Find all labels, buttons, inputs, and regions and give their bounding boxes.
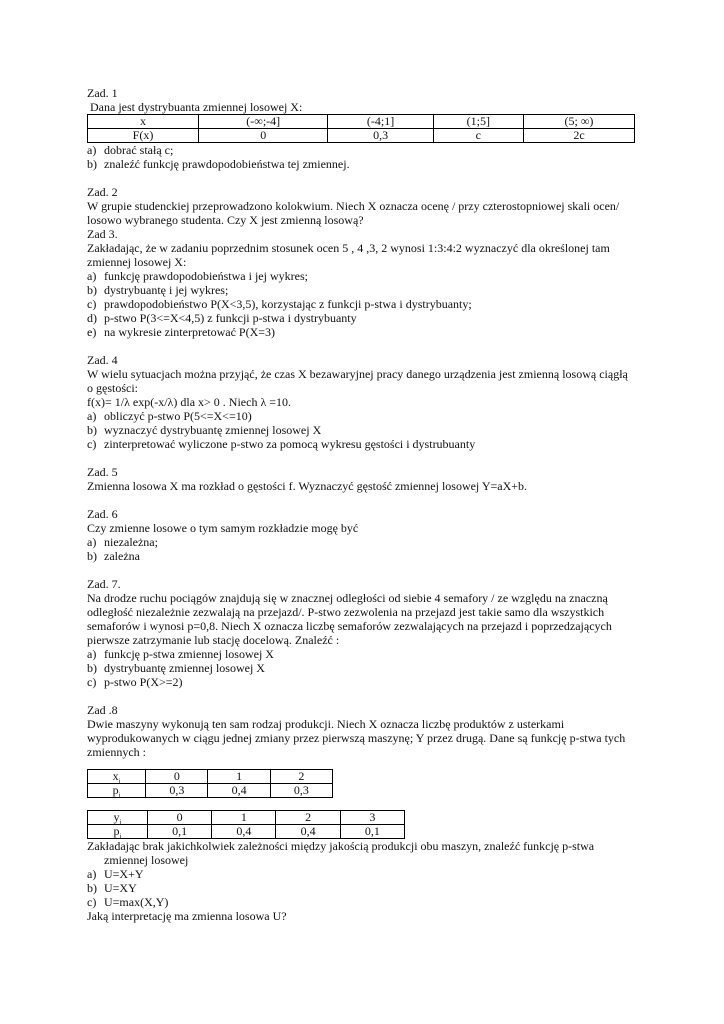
- cdf-cell: (5; ∞): [523, 115, 634, 129]
- task-7-title: Zad. 7.: [87, 577, 121, 591]
- item-text: U=XY: [104, 881, 137, 895]
- item-label: a): [87, 867, 97, 881]
- list-item: [87, 437, 647, 451]
- item-text: p-stwo P(X>=2): [104, 675, 183, 689]
- task-8: [87, 703, 647, 923]
- item-label: b): [87, 423, 97, 437]
- text-line: odległość niezależnie zezwalają na przejazd/. P-stwo zezwolenia na przejazd jest takie samo dla wszystkich: [87, 605, 605, 619]
- task-6-title: Zad. 6: [87, 507, 118, 521]
- task-1-title: Zad. 1: [87, 86, 118, 100]
- text-line: Zakładając, że w zadaniu poprzednim stosunek ocen 5 , 4 ,3, 2 wynosi 1:3:4:2 wyznaczyć dla określonej tam: [87, 241, 610, 255]
- task-6: [87, 507, 647, 563]
- pmf-table-x-values: [88, 770, 333, 784]
- pmf-cell: 0: [148, 811, 212, 825]
- pmf-cell: 3: [340, 811, 404, 825]
- item-label: c): [87, 437, 97, 451]
- text-line: zmiennej losowej: [104, 853, 189, 867]
- pmf-header-cell: [88, 770, 146, 784]
- text-line: W wielu sytuacjach można przyjąć, że czas X bezawaryjnej pracy danego urządzenia jest zmienną losową ciągłą: [87, 367, 628, 381]
- pmf-table-y: [87, 810, 405, 839]
- item-text: p-stwo P(3<=X<4,5) z funkcji p-stwa i dystrybuanty: [104, 311, 357, 325]
- pmf-table-y-values: [88, 811, 405, 825]
- text-line: o gęstości:: [87, 381, 138, 395]
- task-4: [87, 353, 647, 451]
- pmf-cell: 1: [208, 770, 270, 784]
- cdf-table-row-f: [88, 129, 635, 143]
- item-label: a): [87, 409, 97, 423]
- cdf-cell: 0,3: [328, 129, 433, 143]
- item-label: b): [87, 283, 97, 297]
- task-2-title: Zad. 2: [87, 185, 118, 199]
- list-item: [87, 297, 647, 311]
- item-text: dystrybuantę i jej wykres;: [104, 283, 229, 297]
- item-text: na wykresie zinterpretować P(X=3): [104, 325, 276, 339]
- cdf-table: [87, 114, 635, 143]
- prob-symbol: p: [113, 824, 120, 838]
- list-item: [87, 535, 647, 549]
- item-text: zinterpretować wyliczone p-stwo za pomocą wykresu gęstości i dystrubuanty: [104, 437, 476, 451]
- item-label: a): [87, 535, 97, 549]
- item-text: dobrać stałą c;: [104, 143, 174, 157]
- item-text: prawdopodobieństwo P(X<3,5), korzystając z funkcji p-stwa i dystrybuanty;: [104, 297, 472, 311]
- task-3-title: Zad 3.: [87, 227, 118, 241]
- pmf-cell: 1: [212, 811, 276, 825]
- pmf-header-cell: [88, 784, 146, 798]
- pmf-table-y-probs: [88, 825, 405, 839]
- text-line: W grupie studenckiej przeprowadzono kolokwium. Niech X oznacza ocenę / przy czterostopniowej skali ocen/: [87, 199, 620, 213]
- item-text: U=max(X,Y): [104, 895, 169, 909]
- task-3: [87, 227, 647, 339]
- var-subscript: i: [119, 818, 122, 827]
- item-label: a): [87, 647, 97, 661]
- item-label: c): [87, 297, 97, 311]
- text-line: semaforów i wynosi p=0,8. Niech X oznacza liczbę semaforów zezwalających na przejazd i poprzedzających: [87, 619, 612, 633]
- item-label: c): [87, 895, 97, 909]
- list-item: [87, 647, 647, 661]
- item-text: wyznaczyć dystrybuantę zmiennej losowej X: [104, 423, 322, 437]
- item-text: obliczyć p-stwo P(5<=X<=10): [104, 409, 252, 423]
- pmf-cell: 0,3: [270, 784, 332, 798]
- item-label: b): [87, 661, 97, 675]
- pmf-cell: 0,4: [212, 825, 276, 839]
- text-line: pierwsze zatrzymanie lub stację docelową. Znaleźć :: [87, 633, 340, 647]
- var-symbol: x: [112, 769, 119, 783]
- pmf-cell: 0,4: [208, 784, 270, 798]
- pmf-header-cell: [88, 811, 148, 825]
- cdf-cell: c: [433, 129, 523, 143]
- item-label: c): [87, 675, 97, 689]
- document-page: [87, 86, 647, 923]
- item-label: e): [87, 325, 97, 339]
- item-label: b): [87, 549, 97, 563]
- pmf-table-x: [87, 769, 333, 798]
- final-question: Jaką interpretację ma zmienna losowa U?: [87, 909, 287, 923]
- item-label: b): [87, 881, 97, 895]
- item-text: funkcję p-stwa zmiennej losowej X: [104, 647, 274, 661]
- task-4-title: Zad. 4: [87, 353, 118, 367]
- density-formula: f(x)= 1/λ exp(-x/λ) dla x> 0 . Niech λ =10.: [87, 395, 292, 409]
- text-line: Czy zmienne losowe o tym samym rozkładzie mogę być: [87, 521, 359, 535]
- list-item: [87, 283, 647, 297]
- list-item: [87, 881, 647, 895]
- item-text: znaleźć funkcję prawdopodobieństwa tej zmiennej.: [104, 157, 350, 171]
- item-text: niezależna;: [104, 535, 158, 549]
- cdf-cell: 2c: [523, 129, 634, 143]
- prob-subscript: i: [119, 832, 122, 841]
- text-line: Na drodze ruchu pociągów znajdują się w znacznej odległości od siebie 4 semafory / ze względu na znaczną: [87, 591, 608, 605]
- item-label: a): [87, 269, 97, 283]
- cdf-cell: (-4;1]: [328, 115, 433, 129]
- item-text: funkcję prawdopodobieństwa i jej wykres;: [104, 269, 308, 283]
- list-item: [87, 867, 647, 881]
- text-line: Zmienna losowa X ma rozkład o gęstości f. Wyznaczyć gęstość zmiennej losowej Y=aX+b.: [87, 479, 528, 493]
- task-5: [87, 465, 647, 493]
- text-line: zmiennej losowej X:: [87, 255, 187, 269]
- list-item: [87, 549, 647, 563]
- var-symbol: y: [113, 810, 120, 824]
- list-item: [87, 675, 647, 689]
- prob-subscript: i: [118, 791, 121, 800]
- cdf-cell: F(x): [88, 129, 199, 143]
- list-item: [87, 423, 647, 437]
- cdf-cell: (1;5]: [433, 115, 523, 129]
- cdf-cell: (-∞;-4]: [199, 115, 328, 129]
- cdf-cell: x: [88, 115, 199, 129]
- task-2: [87, 185, 647, 227]
- task-5-title: Zad. 5: [87, 465, 118, 479]
- list-item: [87, 143, 647, 157]
- item-label: a): [87, 143, 97, 157]
- var-subscript: i: [118, 777, 121, 786]
- task-8-title: Zad .8: [87, 703, 118, 717]
- text-line: wyprodukowanych w ciągu jednej zmiany przez pierwszą maszynę; Y przez drugą. Dane są funkcję p-stwa tych: [87, 731, 626, 745]
- text-line: Dwie maszyny wykonują ten sam rodzaj produkcji. Niech X oznacza liczbę produktów z usterkami: [87, 717, 565, 731]
- task-1-intro: Dana jest dystrybuanta zmiennej losowej X:: [90, 100, 303, 114]
- list-item: [87, 269, 647, 283]
- cdf-cell: 0: [199, 129, 328, 143]
- list-item: [87, 311, 647, 325]
- list-item: [87, 895, 647, 909]
- text-line: zmiennych :: [87, 745, 146, 759]
- item-text: dystrybuantę zmiennej losowej X: [104, 661, 265, 675]
- list-item: [87, 409, 647, 423]
- item-text: U=X+Y: [104, 867, 144, 881]
- pmf-cell: 0,3: [146, 784, 208, 798]
- text-line: losowo wybranego studenta. Czy X jest zmienną losową?: [87, 213, 364, 227]
- cdf-table-row-x: [88, 115, 635, 129]
- pmf-cell: 0: [146, 770, 208, 784]
- list-item: [87, 325, 647, 339]
- pmf-cell: 0,1: [340, 825, 404, 839]
- list-item: [87, 157, 647, 171]
- prob-symbol: p: [112, 783, 119, 797]
- task-7: [87, 577, 647, 689]
- item-label: b): [87, 157, 97, 171]
- pmf-cell: 0,4: [276, 825, 340, 839]
- text-line: Zakładając brak jakichkolwiek zależności między jakością produkcji obu maszyn, znaleźć funkcję p-stwa: [87, 839, 595, 853]
- pmf-header-cell: [88, 825, 148, 839]
- pmf-cell: 0,1: [148, 825, 212, 839]
- item-label: d): [87, 311, 97, 325]
- pmf-cell: 2: [270, 770, 332, 784]
- list-item: [87, 661, 647, 675]
- item-text: zależna: [104, 549, 140, 563]
- pmf-table-x-probs: [88, 784, 333, 798]
- task-1: [87, 86, 647, 171]
- pmf-cell: 2: [276, 811, 340, 825]
